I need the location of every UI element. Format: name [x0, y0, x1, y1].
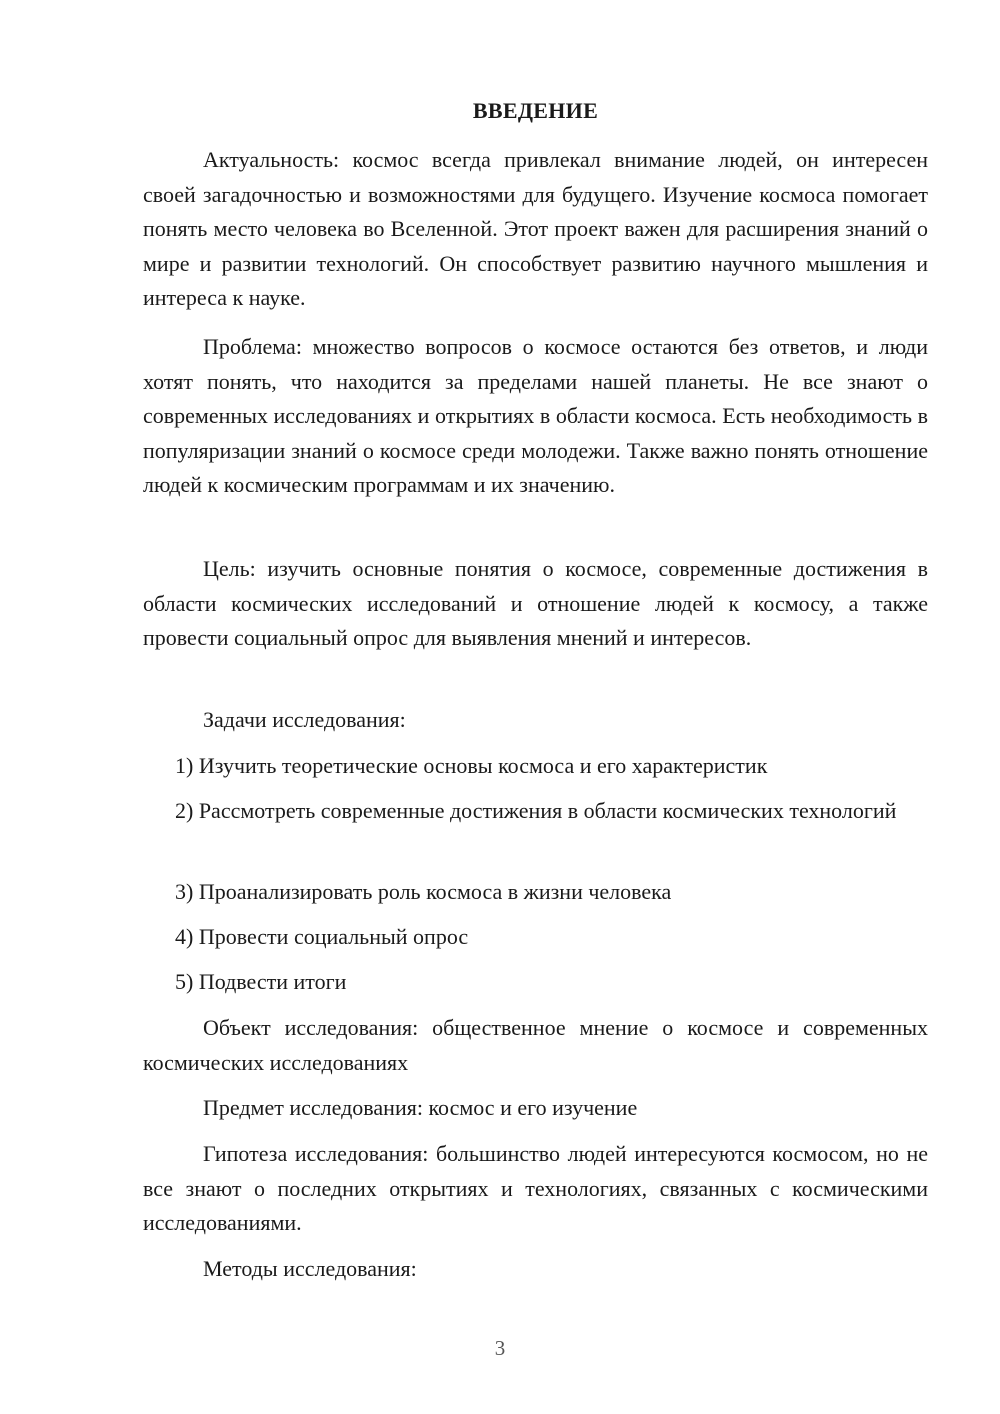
- task-item-4: 4) Провести социальный опрос: [175, 924, 469, 949]
- paragraph-subject: Предмет исследования: космос и его изучение: [203, 1095, 638, 1120]
- methods-heading: Методы исследования:: [203, 1256, 417, 1281]
- task-item-5: 5) Подвести итоги: [175, 969, 347, 994]
- task-item-2: 2) Рассмотреть современные достижения в области космических технологий: [175, 798, 897, 823]
- page-number: 3: [494, 1336, 506, 1360]
- task-item-1: 1) Изучить теоретические основы космоса и его характеристик: [175, 753, 768, 778]
- paragraph-relevance: Актуальность: космос всегда привлекал внимание людей, он интересен своей загадочностью и возможностями для будущего. Изучение космоса помогает понять место человека во Вселенной. Этот проект важен для расширения знаний о мире и развитии технологий. Он способствует развитию научного мышления и интереса к науке.: [143, 147, 928, 311]
- paragraph-object: Объект исследования: общественное мнение о космосе и современных космических исследованиях: [143, 1015, 928, 1075]
- page-title: ВВЕДЕНИЕ: [472, 98, 599, 123]
- tasks-heading: Задачи исследования:: [203, 707, 406, 732]
- task-item-3: 3) Проанализировать роль космоса в жизни человека: [175, 879, 672, 904]
- paragraph-hypothesis: Гипотеза исследования: большинство людей интересуются космосом, но не все знают о последних открытиях и технологиях, связанных с космическими исследованиями.: [143, 1141, 928, 1236]
- paragraph-goal: Цель: изучить основные понятия о космосе, современные достижения в области космических исследований и отношение людей к космосу, а также провести социальный опрос для выявления мнений и интересов.: [143, 556, 928, 651]
- paragraph-problem: Проблема: множество вопросов о космосе остаются без ответов, и люди хотят понять, что находится за пределами нашей планеты. Не все знают о современных исследованиях и открытиях в области космоса. Есть необходимость в популяризации знаний о космосе среди молодежи. Также важно понять отношение людей к космическим программам и их значению.: [143, 334, 928, 498]
